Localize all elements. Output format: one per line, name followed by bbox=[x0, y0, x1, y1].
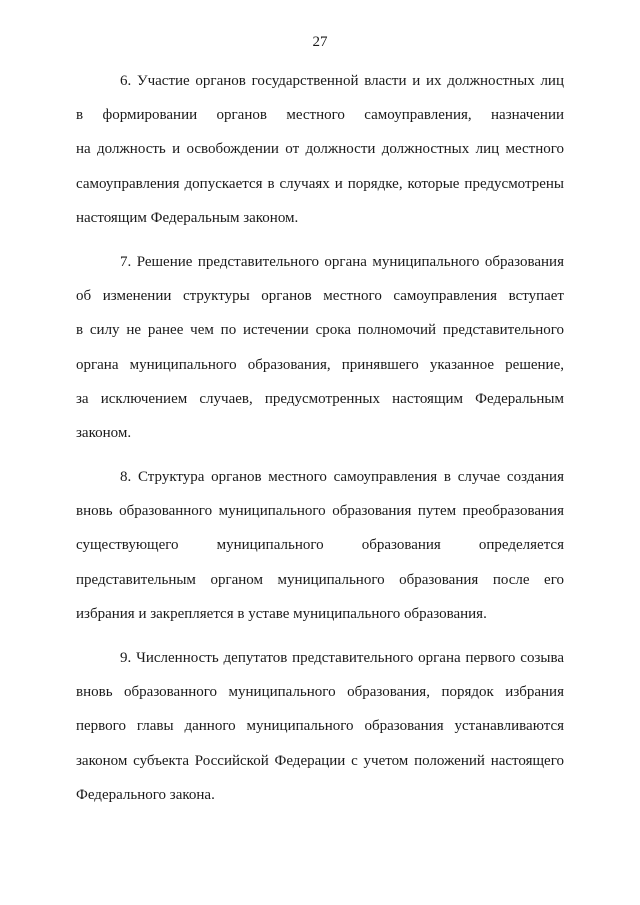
text-line: законом. bbox=[76, 424, 132, 441]
text-line: за исключением случаев, предусмотренных настоящим Федеральным bbox=[76, 390, 564, 407]
text-line: самоуправления допускается в случаях и порядке, которые предусмотрены bbox=[76, 175, 564, 192]
text-line: 8. Структура органов местного самоуправления в случае создания bbox=[120, 469, 564, 486]
text-line: вновь образованного муниципального образования путем преобразования bbox=[76, 503, 564, 520]
text-line: в формировании органов местного самоуправления, назначении bbox=[76, 107, 564, 124]
paragraph-7 bbox=[76, 245, 564, 450]
text-line: настоящим Федеральным законом. bbox=[76, 209, 299, 226]
text-line: представительным органом муниципального образования после его bbox=[76, 571, 564, 588]
document-body bbox=[76, 64, 564, 822]
text-line: Федерального закона. bbox=[76, 786, 215, 803]
text-line: избрания и закрепляется в уставе муниципального образования. bbox=[76, 605, 487, 622]
paragraph-6 bbox=[76, 64, 564, 235]
text-line: об изменении структуры органов местного самоуправления вступает bbox=[76, 288, 564, 305]
text-line: 9. Численность депутатов представительного органа первого созыва bbox=[120, 650, 564, 666]
paragraph-9 bbox=[76, 641, 564, 812]
text-line: в силу не ранее чем по истечении срока полномочий представительного bbox=[76, 322, 564, 339]
text-line: 6. Участие органов государственной власти и их должностных лиц bbox=[120, 73, 564, 89]
text-line: вновь образованного муниципального образования, порядок избрания bbox=[76, 684, 564, 701]
text-line: существующего муниципального образования определяется bbox=[76, 537, 564, 554]
page-number: 27 bbox=[312, 34, 328, 50]
paragraph-8 bbox=[76, 460, 564, 631]
text-line: законом субъекта Российской Федерации с учетом положений настоящего bbox=[76, 752, 564, 769]
text-line: органа муниципального образования, принявшего указанное решение, bbox=[76, 356, 564, 373]
text-line: первого главы данного муниципального образования устанавливаются bbox=[76, 718, 564, 735]
text-line: на должность и освобождении от должности должностных лиц местного bbox=[76, 141, 564, 158]
text-line: 7. Решение представительного органа муниципального образования bbox=[120, 253, 564, 270]
